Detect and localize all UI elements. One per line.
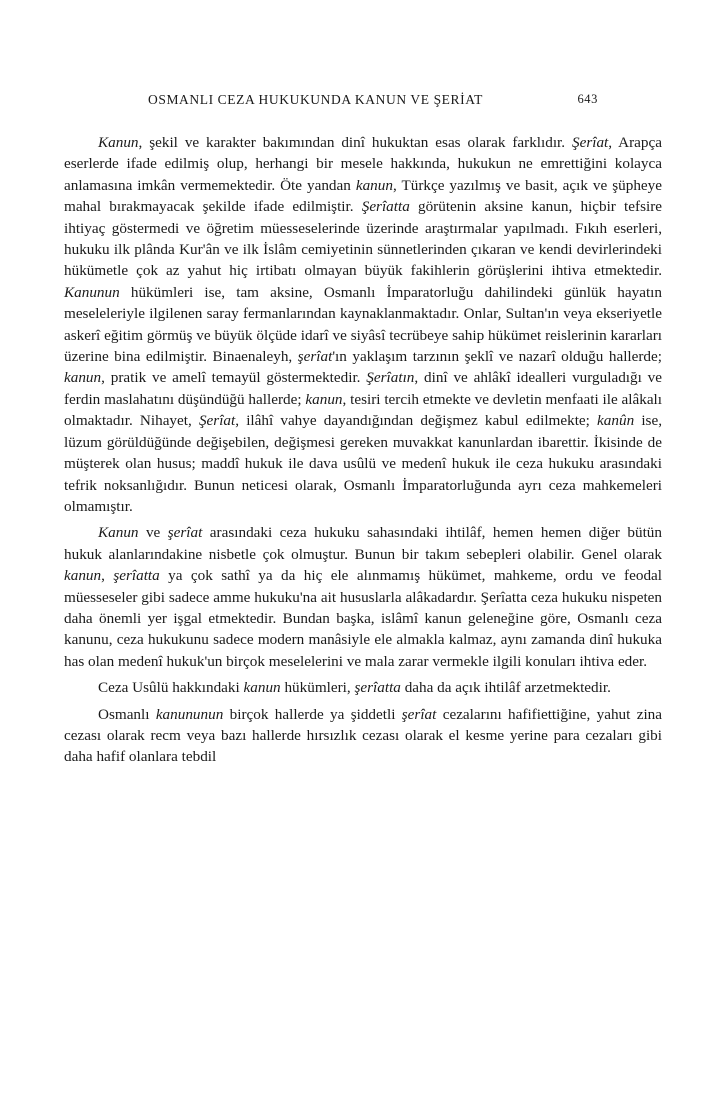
text-run: , Türkçe yazılmış ve basit, açık ve şüpheye mahal bırakmayacak şekilde ifade edilmiştir. <box>64 176 662 216</box>
italic-term: kanun <box>64 369 102 387</box>
italic-term: kanununun <box>155 705 224 723</box>
paragraph-2 <box>64 522 662 672</box>
text-run: hükümleri ise, tam aksine, Osmanlı İmparatorluğu dahilindeki günlük hayatın meseleleriyle ilgilenen saray fermanlarından kaynaklanmaktadır. Onlar, Sultan'ın veya ekseriyetle askerî eğitim görmüş ve büyük ölçüde idarî ve siyâsî tecrübeye sahip hükümet reislerinin kararları üzerine bina edilmiştir. Binaenaleyh, <box>64 283 662 366</box>
italic-term: şerîatta <box>354 679 401 697</box>
text-run: , pratik ve amelî temayül göstermektedir. <box>101 369 367 387</box>
italic-term: şerîat <box>297 348 333 366</box>
italic-term: şerîat <box>167 524 203 542</box>
italic-term: kanûn <box>597 412 635 430</box>
text-run: cezalarını hafifiettiğine, yahut zina cezası olarak recm veya bazı hallerde hırsızlık cezası olarak el kesme yerine para cezaları gibi daha hafif olanlara tebdil <box>64 705 663 766</box>
italic-term: kanun <box>243 679 281 697</box>
italic-term: şerîatta <box>113 567 160 585</box>
body-text <box>64 132 662 768</box>
text-run: Ceza Usûlü hakkındaki <box>98 679 244 697</box>
running-head: OSMANLI CEZA HUKUKUNDA KANUN VE ŞERİAT <box>148 92 483 107</box>
paragraph-4 <box>64 704 662 768</box>
text-run: ve <box>138 524 168 542</box>
text-run: arasındaki ceza hukuku sahasındaki ihtilâf, hemen hemen diğer bütün hukuk alanlarındakine nisbetle çok olmuştur. Bunun bir takım sebepleri olabilir. Genel olarak <box>64 524 662 563</box>
italic-term: kanun <box>305 390 343 408</box>
text-run: daha da açık ihtilâf arzetmektedir. <box>400 679 611 697</box>
italic-term: şerîat <box>401 705 437 723</box>
text-run: , <box>101 567 114 585</box>
text-run: hükümleri, <box>280 679 355 697</box>
text-run: , tesiri tercih etmekte ve devletin menfaati ile alâkalı olmaktadır. Nihayet, <box>64 390 662 430</box>
italic-term: Kanunun <box>64 283 120 301</box>
italic-term: Şerîatta <box>361 198 410 216</box>
italic-term: Şerîatın <box>366 369 415 387</box>
text-run: ise, lüzum görüldüğünde değişebilen, değişmesi gereken muvakkat kanunlardan ibarettir. İkisinde de müşterek olan husus; maddî hukuk ile dava usûlü ve medenî hukuk ile ceza hukuku arasındaki tefrik noksanlığıdır. Bunun neticesi olarak, Osmanlı İmparatorluğunda ayrı ceza mahkemeleri olmamıştır. <box>64 412 663 515</box>
text-run: ya çok sathî ya da hiç ele alınmamış hükümet, mahkeme, ordu ve feodal müesseseler gibi sadece amme hukuku'na ait hususlarla alâkadardır. Şerîatta ceza hukuku nispeten daha önemli yer işgal etmektedir. Bundan başka, islâmî kanun geleneğine göre, Osmanlı ceza kanunu, ceza hukukunu sadece modern manâsiyle ele almakla kalmaz, aynı zamanda dinî hukuka has olan medenî hukuk'un birçok meselelerini ve mala zarar vermekle ilgili konuları ihtiva eder. <box>64 567 663 670</box>
page-number: 643 <box>577 92 598 106</box>
text-run: , Arapça eserlerde ifade edilmiş olup, herhangi bir mesele hakkında, hukukun ne emrettiğini kolayca anlamasına imkân vermemektedir. Öte yandan <box>64 134 662 194</box>
italic-term: Şerîat <box>198 412 236 430</box>
text-run: , dinî ve ahlâkî idealleri vurguladığı ve ferdin maslahatını düşündüğü hallerde; <box>64 369 662 408</box>
italic-term: kanun <box>355 176 393 194</box>
text-run: 'ın yaklaşım tarzının şeklî ve nazarî olduğu hallerde; <box>332 348 662 366</box>
italic-term: Kanun <box>98 524 139 542</box>
text-run: görütenin aksine kanun, hiçbir tefsire ihtiyaç göstermedi ve öğretim müesseselerinde üzerinde araştırmalar yapılmadı. Fıkıh eserleri, hukuku ilk plânda Kur'ân ve ilk İslâm cemiyetinin sünnetlerinden çıkaran ve kendi devirlerindeki hükümetle çok az yahut hiç irtibatı olmayan büyük fakihlerin görüşlerini ihtiva etmektedir. <box>64 198 662 280</box>
text-run: , şekil ve karakter bakımından dinî hukuktan esas olarak farklıdır. <box>138 134 572 151</box>
page-header <box>148 92 598 112</box>
text-run: , ilâhî vahye dayandığından değişmez kabul edilmekte; <box>235 412 598 430</box>
paragraph-1 <box>64 132 662 517</box>
italic-term: kanun <box>64 567 102 585</box>
text-run: birçok hallerde ya şiddetli <box>223 705 402 723</box>
italic-term: Kanun <box>98 134 139 151</box>
text-run: Osmanlı <box>98 705 156 723</box>
paragraph-3 <box>64 677 662 698</box>
italic-term: Şerîat <box>572 134 609 151</box>
